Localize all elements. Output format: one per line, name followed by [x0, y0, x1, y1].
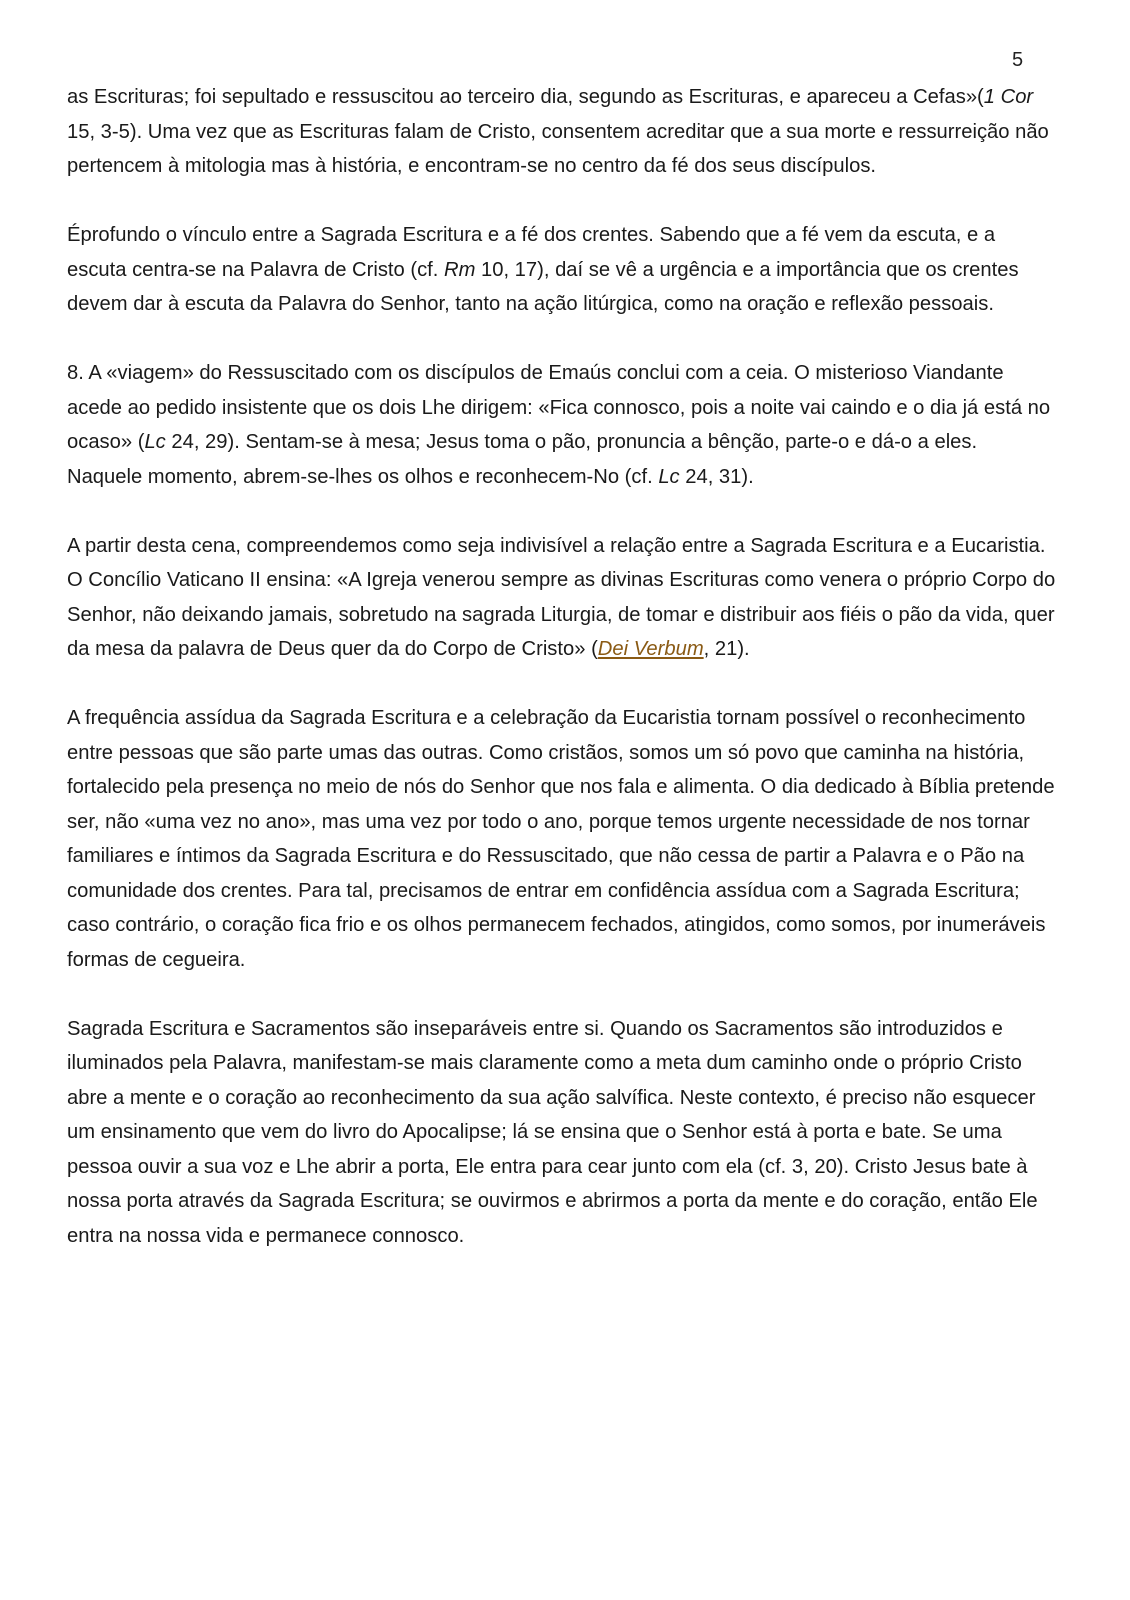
paragraph-5 — [67, 701, 1057, 977]
paragraph-text: Éprofundo o vínculo entre a Sagrada Escritura e a fé dos crentes. Sabendo que a fé vem da escuta, e a escuta centra-se na Palavra de Cristo (cf. — [67, 224, 996, 281]
paragraph-text: 10, 17), daí se vê a urgência e a importância que os crentes devem dar à escuta da Palavra do Senhor, tanto na ação litúrgica, como na oração e reflexão pessoais. — [67, 258, 1019, 315]
paragraph-text: as Escrituras; foi sepultado e ressuscitou ao terceiro dia, segundo as Escrituras, e apareceu a Cefas»( — [67, 86, 984, 108]
scripture-reference: 1 Cor — [983, 86, 1034, 108]
paragraph-text: 24, 31). — [679, 465, 754, 488]
scripture-reference: Lc — [144, 431, 166, 453]
paragraph-text: A partir desta cena, compreendemos como seja indivisível a relação entre a Sagrada Escritura e a Eucaristia. O Concílio Vaticano II ensina: «A Igreja venerou sempre as divinas Escrituras como venera o próprio Corpo do Senhor, não deixando jamais, sobretudo na sagrada Liturgia, de tomar e distribuir aos fiéis o pão da vida, quer da mesa da palavra de Deus quer da do Corpo de Cristo» ( — [67, 534, 1056, 660]
scripture-reference: Rm — [444, 258, 476, 281]
scripture-reference: Lc — [658, 465, 680, 488]
document-body — [67, 80, 1057, 1288]
paragraph-3 — [67, 356, 1057, 494]
paragraph-text: , 21). — [703, 638, 750, 660]
paragraph-text: Sagrada Escritura e Sacramentos são inseparáveis entre si. Quando os Sacramentos são introduzidos e iluminados pela Palavra, manifestam-se mais claramente como a meta dum caminho onde o próprio Cristo abre a mente e o coração ao reconhecimento da sua ação salvífica. Neste contexto, é preciso não esquecer um ensinamento que vem do livro do Apocalipse; lá se ensina que o Senhor está à porta e bate. Se uma pessoa ouvir a sua voz e Lhe abrir a porta, Ele entra para cear junto com ela (cf. 3, 20). Cristo Jesus bate à nossa porta através da Sagrada Escritura; se ouvirmos e abrirmos a porta da mente e do coração, então Ele entra na nossa vida e permanece connosco. — [67, 1017, 1038, 1247]
paragraph-text: 15, 3-5). Uma vez que as Escrituras falam de Cristo, consentem acreditar que a sua morte e ressurreição não pertencem à mitologia mas à história, e encontram-se no centro da fé dos seus discípulos. — [67, 120, 1049, 177]
page-number: 5 — [1012, 49, 1024, 71]
paragraph-2 — [67, 218, 1057, 322]
paragraph-text: 8. A «viagem» do Ressuscitado com os discípulos de Emaús conclui com a ceia. O misterioso Viandante acede ao pedido insistente que os dois Lhe dirigem: «Fica connosco, pois a noite vai caindo e o dia já está no ocaso» ( — [67, 362, 1051, 453]
paragraph-4 — [67, 529, 1057, 667]
paragraph-6 — [67, 1012, 1057, 1254]
dei-verbum-link[interactable]: Dei Verbum — [597, 638, 704, 660]
paragraph-text: 24, 29). Sentam-se à mesa; Jesus toma o pão, pronuncia a bênção, parte-o e dá-o a eles. Naquele momento, abrem-se-lhes os olhos e reconhecem-No (cf. — [67, 431, 978, 488]
paragraph-text: A frequência assídua da Sagrada Escritura e a celebração da Eucaristia tornam possível o reconhecimento entre pessoas que são parte umas das outras. Como cristãos, somos um só povo que caminha na história, fortalecido pela presença no meio de nós do Senhor que nos fala e alimenta. O dia dedicado à Bíblia pretende ser, não «uma vez no ano», mas uma vez por todo o ano, porque temos urgente necessidade de nos tornar familiares e íntimos da Sagrada Escritura e do Ressuscitado, que não cessa de partir a Palavra e o Pão na comunidade dos crentes. Para tal, precisamos de entrar em confidência assídua com a Sagrada Escritura; caso contrário, o coração fica frio e os olhos permanecem fechados, atingidos, como somos, por inumeráveis formas de cegueira. — [67, 707, 1055, 971]
paragraph-1 — [67, 80, 1057, 184]
